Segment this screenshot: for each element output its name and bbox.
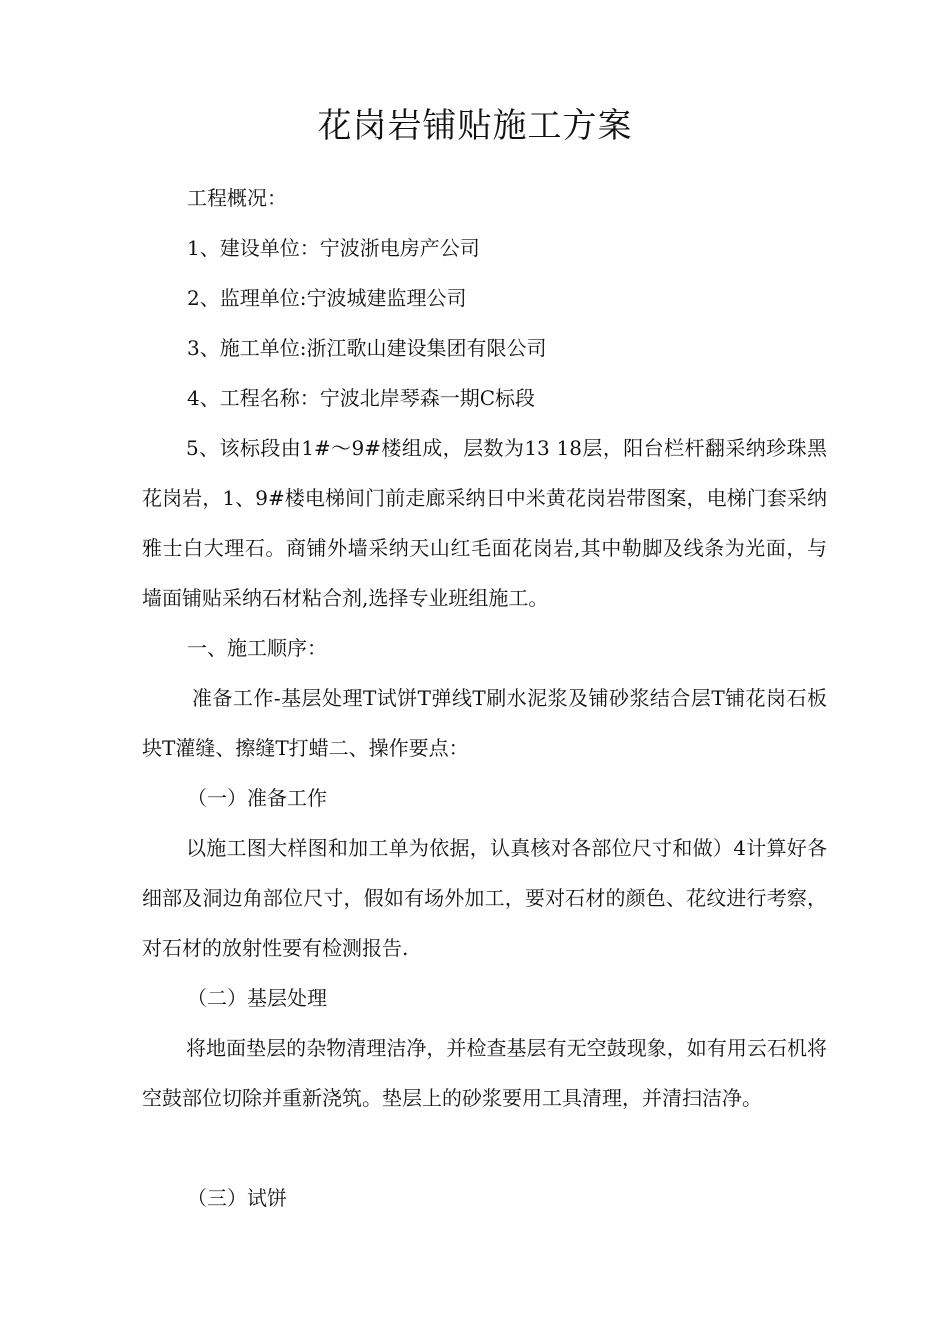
subsection-3-heading: （三）试饼 bbox=[187, 1186, 287, 1210]
overview-item-2: 2、监理单位:宁波城建监理公司 bbox=[187, 286, 467, 310]
section-1-body: 准备工作-基层处理T试饼T弹线T刷水泥浆及铺砂浆结合层T铺花岗石板块T灌缝、擦缝T打蜡二、操作要点： bbox=[142, 686, 827, 760]
subsection-1-body: 以施工图大样图和加工单为依据，认真核对各部位尺寸和做）4计算好各细部及洞边角部位尺寸，假如有场外加工，要对石材的颜色、花纹进行考察，对石材的放射性要有检测报告. bbox=[142, 836, 827, 960]
subsection-2-heading: （二）基层处理 bbox=[187, 986, 327, 1010]
overview-item-3: 3、施工单位:浙江歌山建设集团有限公司 bbox=[187, 336, 547, 360]
subsection-2-body: 将地面垫层的杂物清理洁净，并检查基层有无空鼓现象，如有用云石机将空鼓部位切除并重新浇筑。垫层上的砂浆要用工具清理，并清扫洁净。 bbox=[142, 1036, 827, 1110]
overview-item-5: 5、该标段由1#〜9#楼组成，层数为13 18层，阳台栏杆翻采纳珍珠黑花岗岩，1、9#楼电梯间门前走廊采纳日中米黄花岗岩带图案，电梯门套采纳雅士白大理石。商铺外墙采纳天山红毛面花岗岩,其中勒脚及线条为光面，与墙面铺贴采纳石材粘合剂,选择专业班组施工。 bbox=[142, 436, 827, 610]
section-1-heading: 一、施工顺序： bbox=[187, 636, 327, 660]
subsection-1-heading: （一）准备工作 bbox=[187, 786, 327, 810]
overview-heading: 工程概况： bbox=[187, 186, 287, 210]
overview-item-4: 4、工程名称：宁波北岸琴森一期C标段 bbox=[187, 386, 536, 410]
overview-item-1: 1、建设单位：宁波浙电房产公司 bbox=[187, 236, 480, 260]
document-title: 花岗岩铺贴施工方案 bbox=[317, 106, 633, 146]
